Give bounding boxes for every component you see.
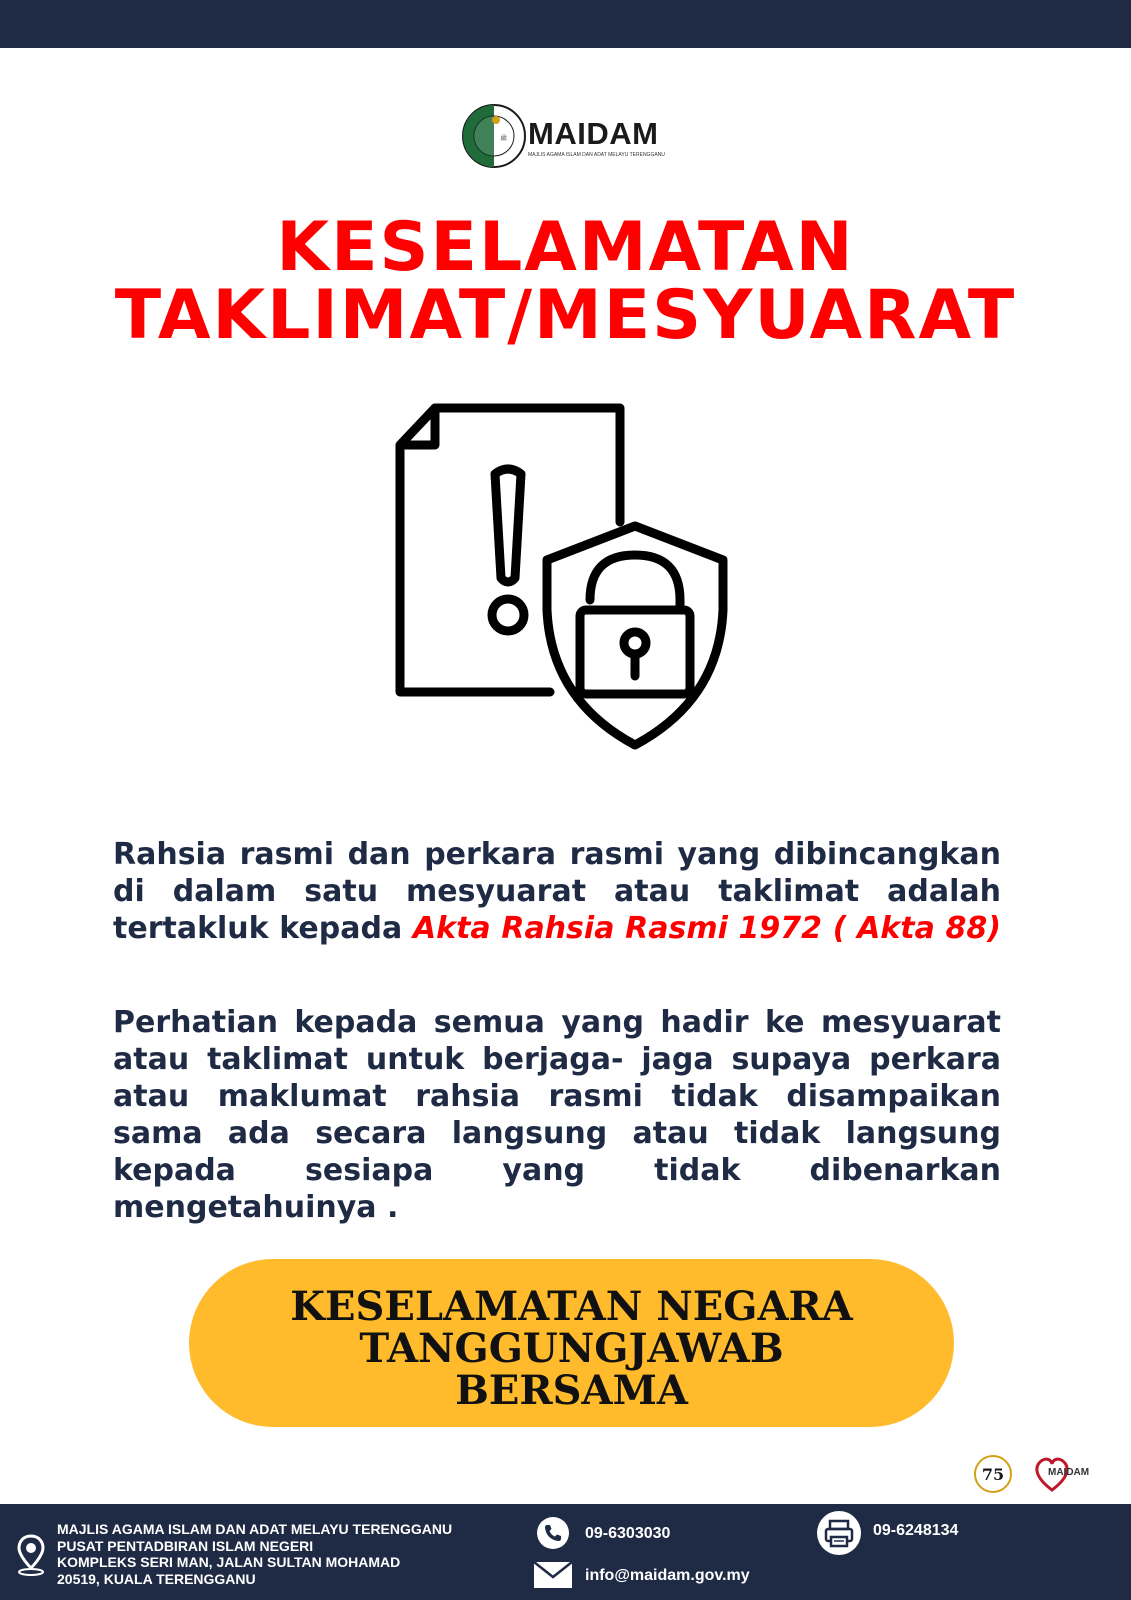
location-pin-icon [16, 1534, 46, 1576]
document-warning-shield-padlock-icon [395, 400, 745, 770]
title-line-1: KESELAMATAN [276, 208, 855, 287]
address-line-4: 20519, KUALA TERENGGANU [57, 1570, 256, 1587]
svg-text:ﷺ: ﷺ [500, 135, 508, 142]
address-line-3: KOMPLEKS SERI MAN, JALAN SULTAN MOHAMAD [57, 1554, 401, 1570]
email-icon [533, 1561, 573, 1589]
maidam-emblem-icon [462, 100, 528, 172]
title-line-2: TAKLIMAT/MESYUARAT [114, 276, 1017, 355]
address-line-2: PUSAT PENTADBIRAN ISLAM NEGERI [57, 1537, 314, 1554]
paragraph-1-prefix: tertakluk kepada [113, 911, 403, 946]
paragraph-official-secrets [113, 836, 1001, 947]
top-bar [0, 0, 1131, 48]
maidam-logo [462, 100, 672, 172]
footer-email[interactable]: info@maidam.gov.my [585, 1567, 750, 1584]
footer-phone: 09-6303030 [585, 1525, 671, 1542]
slogan-line-3: BERSAMA [455, 1367, 688, 1414]
footer-address [57, 1521, 452, 1587]
paragraph-1-line-2: di dalam satu mesyuarat atau taklimat adalah [113, 874, 1001, 909]
footer-fax: 09-6248134 [873, 1522, 959, 1539]
logo-name: MAIDAM [528, 116, 659, 151]
anniversary-75-logo [968, 1454, 1018, 1494]
paragraph-1-line-1: Rahsia rasmi dan perkara rasmi yang dibincangkan [113, 837, 1001, 872]
svg-text:75: 75 [981, 1465, 1005, 1484]
address-line-1: MAJLIS AGAMA ISLAM DAN ADAT MELAYU TERENGGANU [57, 1521, 453, 1537]
paragraph-1-line-3 [113, 910, 1001, 947]
act-reference: Akta Rahsia Rasmi 1972 ( Akta 88) [412, 911, 1002, 946]
slogan-line-2: TANGGUNGJAWAB [359, 1325, 784, 1372]
slogan-line-1: KESELAMATAN NEGARA [290, 1283, 853, 1330]
logo-subtitle: MAJLIS AGAMA ISLAM DAN ADAT MELAYU TERENGGANU [528, 152, 665, 158]
heart-badge-label: MAIDAM [1048, 1467, 1090, 1478]
paragraph-attention: Perhatian kepada semua yang hadir ke mesyuarat atau taklimat untuk berjaga- jaga supaya perkara atau maklumat rahsia rasmi tidak disampaikan sama ada secara langsung atau tidak langsung kepada sesiapa yang tidak dibenarkan mengetahuinya . [113, 1005, 1001, 1225]
phone-icon [536, 1516, 570, 1550]
fax-printer-icon [816, 1510, 862, 1556]
